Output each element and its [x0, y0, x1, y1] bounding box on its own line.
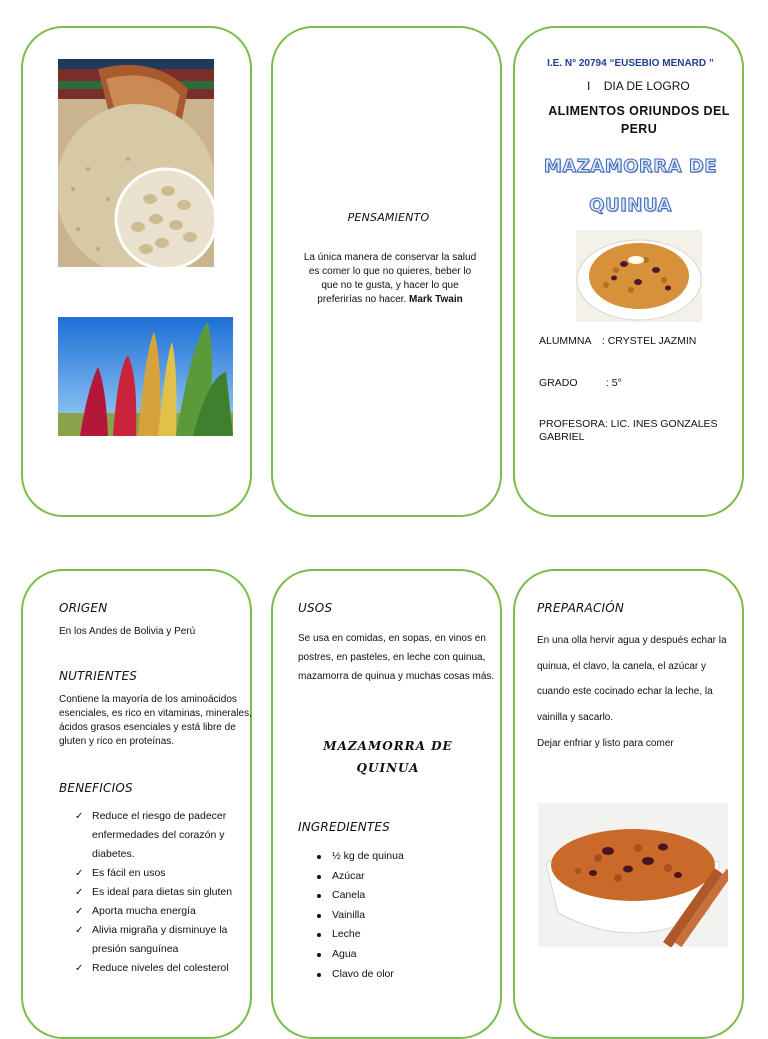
cover-heading: ALIMENTOS ORIUNDOS DEL PERU — [548, 104, 730, 136]
panel-uses — [271, 569, 502, 1039]
thought-title: PENSAMIENTO — [347, 211, 430, 224]
event-name: DIA DE LOGRO — [603, 79, 690, 93]
origin-text: En los Andes de Bolivia y Perú — [59, 626, 196, 637]
benefit-item: ✓ Alivia migraña y disminuye la presión sanguínea — [75, 921, 235, 959]
ingredient-item: Clavo de olor — [315, 965, 485, 985]
ingredients-list — [315, 847, 485, 984]
ingredient-item: Agua — [315, 945, 485, 965]
ingredient-item: Vainilla — [315, 906, 485, 926]
ingredients-title: INGREDIENTES — [298, 820, 391, 834]
thought-quote — [301, 251, 479, 307]
ingredient-item: Azúcar — [315, 867, 485, 887]
benefit-item: ✓ Reduce niveles del colesterol — [75, 959, 235, 978]
quinoa-pot-photo — [58, 59, 214, 267]
ingredient-item: Leche — [315, 925, 485, 945]
recipe-title-line1: MAZAMORRA DE — [323, 739, 453, 753]
panel-info — [21, 569, 252, 1039]
uses-text: Se usa en comidas, en sopas, en vinos en postres, en pasteles, en leche con quinua, mazamorra de quinua y muchas cosas más. — [298, 633, 495, 682]
panel-cover — [513, 26, 744, 517]
mazamorra-plate-photo — [576, 230, 702, 322]
benefits-title: BENEFICIOS — [59, 781, 133, 795]
uses-title: USOS — [298, 601, 333, 615]
recipe-title-line2: QUINUA — [356, 761, 420, 775]
student-value: : CRYSTEL JAZMIN — [601, 335, 697, 347]
mazamorra-bowl-photo — [538, 803, 728, 947]
student-label: ALUMMNA — [539, 335, 591, 347]
benefit-item: ✓ Aporta mucha energía — [75, 902, 235, 921]
teacher-line: PROFESORA: LIC. INES GONZALES GABRIEL — [539, 418, 718, 443]
wordart-title-line1: MAZAMORRA DE — [543, 156, 718, 177]
panel-preparation — [513, 569, 744, 1039]
ingredient-item: Canela — [315, 886, 485, 906]
grade-line — [539, 376, 739, 391]
grade-value: : 5° — [605, 377, 622, 389]
thought-author: Mark Twain — [409, 294, 463, 305]
benefit-item: ✓ Es ideal para dietas sin gluten — [75, 883, 235, 902]
preparation-step1: En una olla hervir agua y después echar la quinua, el clavo, la canela, el azúcar y cuando este cocinado echar la leche, la vainilla y sacarlo. — [537, 635, 727, 723]
ingredient-item: ½ kg de quinua — [315, 847, 485, 867]
benefits-list — [75, 807, 235, 978]
event-line — [587, 79, 690, 93]
preparation-title: PREPARACIÓN — [537, 601, 625, 615]
event-numeral: I — [587, 79, 591, 93]
quinoa-plants-photo — [58, 317, 233, 436]
benefit-item: ✓ Reduce el riesgo de padecer enfermedades del corazón y diabetes. — [75, 807, 235, 864]
nutrients-title: NUTRIENTES — [59, 669, 138, 683]
student-line — [539, 334, 739, 349]
wordart-title-line2: QUINUA — [589, 195, 672, 216]
panel-thought — [271, 26, 502, 517]
panel-images — [21, 26, 252, 517]
preparation-step2: Dejar enfriar y listo para comer — [537, 738, 674, 749]
benefit-item: ✓ Es fácil en usos — [75, 864, 235, 883]
origin-title: ORIGEN — [59, 601, 108, 615]
nutrients-text: Contiene la mayoría de los aminoácidos esenciales, es rico en vitaminas, minerales, ácidos grasos esenciales y está libre de gluten y rico en proteínas. — [59, 694, 252, 747]
grade-label: GRADO — [539, 377, 578, 389]
school-name: I.E. N° 20794 “EUSEBIO MENARD ” — [547, 58, 714, 69]
thought-quote-text: La única manera de conservar la salud es comer lo que no quieres, beber lo que no te gusta, y hacer lo que preferirías no hacer. — [303, 252, 477, 305]
